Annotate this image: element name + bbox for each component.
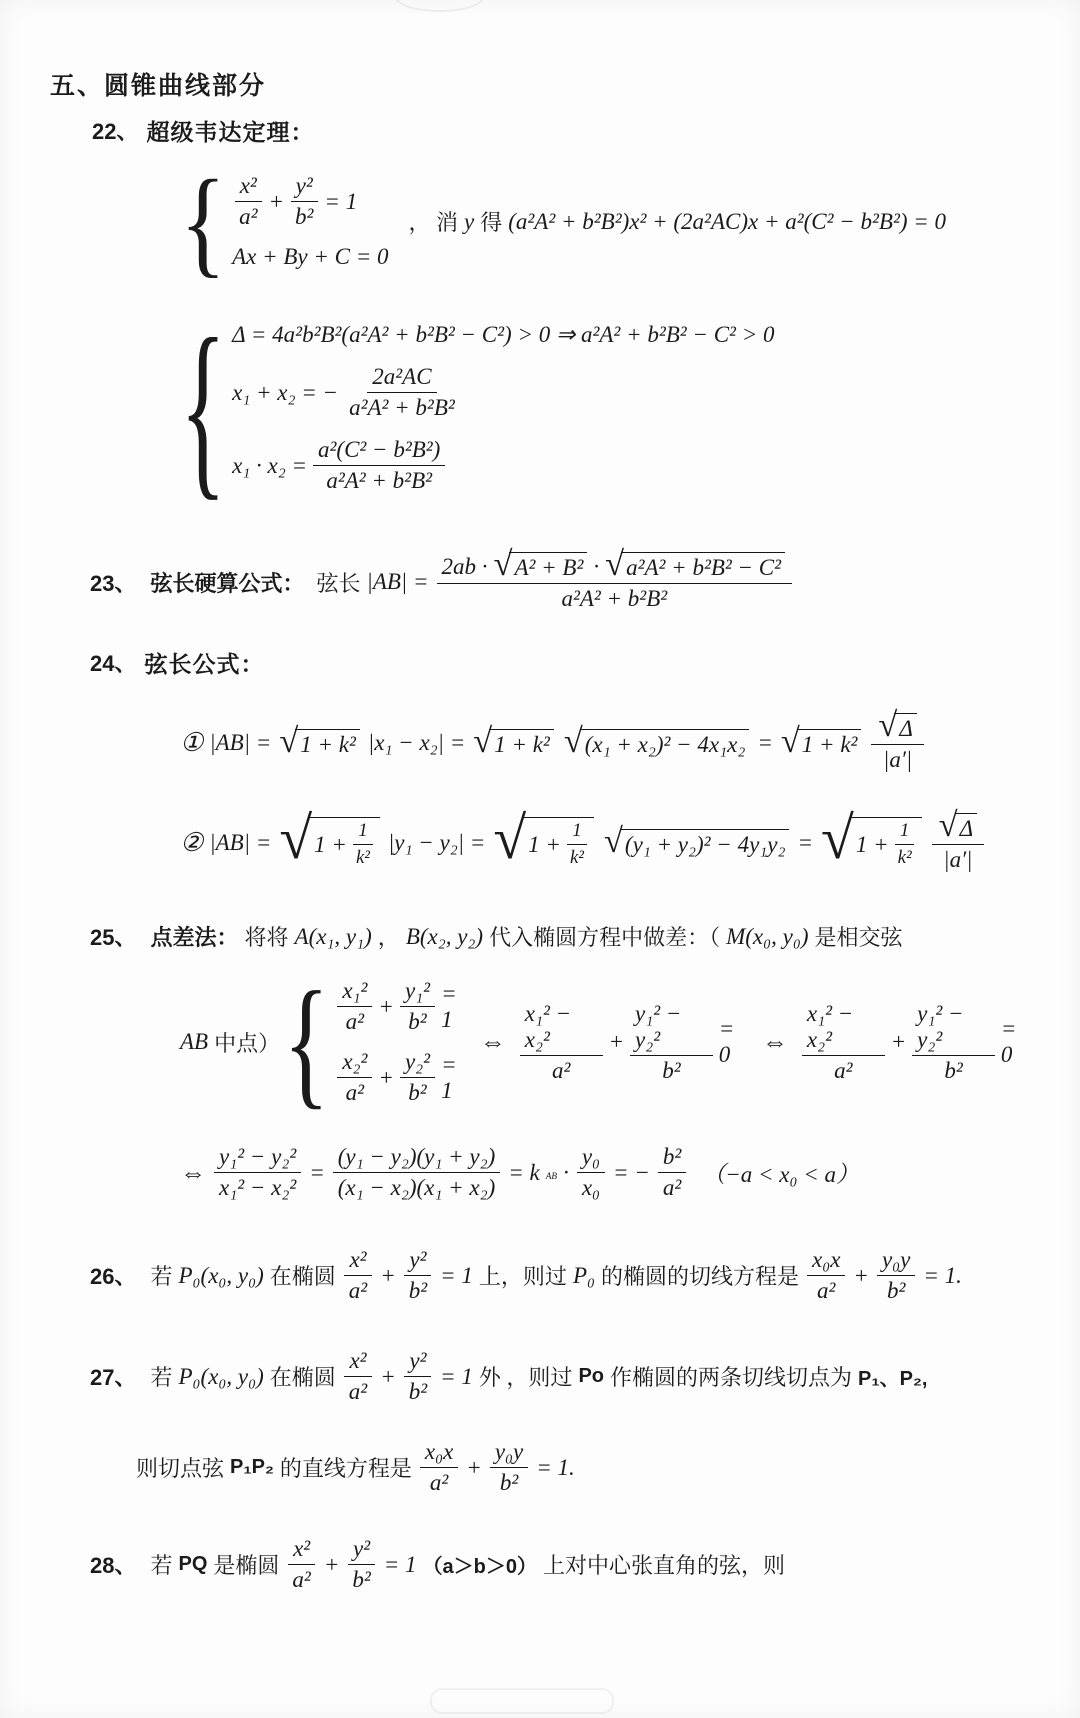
sum-of-roots [232, 364, 774, 421]
item-25-heading [90, 921, 1032, 952]
denominator: x₀ [581, 1175, 601, 1200]
sqrt [603, 821, 790, 860]
denominator: b² [944, 1057, 963, 1083]
numerator: x₂² [337, 1049, 372, 1078]
plus-operator: + [378, 993, 394, 1019]
point1-equation [335, 978, 467, 1035]
left-brace-icon: { [283, 961, 330, 1122]
eliminate-text: ， 消 [408, 210, 459, 235]
left-brace-icon: { [180, 297, 227, 517]
denominator: b² [295, 204, 314, 229]
equals-one: = 1 [324, 188, 358, 214]
denominator: (x₁ − x₂)(x₁ + x₂) [337, 1175, 496, 1200]
text-run: 的椭圆的切线方程是 [600, 1264, 799, 1289]
item-26-number: 26、 [90, 1264, 137, 1289]
equals-one: = 1 [383, 1551, 417, 1577]
fraction [658, 1144, 686, 1201]
range-condition: （−a < x₀ < a） [702, 1162, 860, 1187]
text-run: 若 [150, 1553, 173, 1578]
numerator: x₁² [337, 978, 372, 1007]
item-22-vieta-system [180, 297, 1032, 517]
equals-operator: = [757, 730, 773, 755]
x-difference: |x₁ − x₂| = [367, 730, 466, 755]
numerator: x₁² − x₂² [520, 1001, 603, 1056]
numerator: y₁² [400, 978, 435, 1007]
item-22-title: 超级韦达定理： [146, 120, 315, 145]
equals-one: = 1 [440, 1262, 473, 1288]
equation-cases [232, 173, 388, 270]
sum-lhs: x₁ + x₂ = − [232, 379, 339, 405]
denominator: b² [352, 1567, 371, 1592]
numerator: 1 [353, 820, 372, 845]
fraction [214, 1144, 301, 1201]
sqrt [821, 805, 922, 871]
fraction [337, 978, 372, 1035]
item-27-number: 27、 [90, 1365, 137, 1390]
sqrt [279, 721, 360, 760]
equals-zero: = 0 [1000, 1016, 1017, 1067]
plus-operator: + [323, 1551, 340, 1577]
radicand: 1 + k² [797, 729, 862, 758]
fraction [807, 1247, 845, 1304]
numerator [437, 545, 793, 584]
chord-pq: PQ [178, 1553, 208, 1575]
plus-operator: + [890, 1029, 907, 1054]
fraction [344, 1348, 372, 1405]
radical-sign-icon: √ [473, 721, 493, 760]
k-subscript: AB [545, 1171, 558, 1182]
difference-equation [800, 1001, 1032, 1084]
numerator: y² [404, 1348, 431, 1377]
equation-cases [232, 322, 774, 494]
denominator: b² [408, 1009, 427, 1034]
chord-length-text: 弦长 [316, 570, 361, 596]
numerator: 1 [567, 820, 586, 845]
point-p0: P₀(x₀, y₀) [178, 1363, 264, 1389]
point-p0: P₀ [572, 1262, 595, 1288]
item-24-number: 24、 [90, 651, 137, 676]
ab-label: AB [180, 1029, 209, 1054]
denominator: k² [897, 847, 912, 868]
text-run: 代入椭圆方程中做差：（ [489, 925, 721, 950]
item-28 [90, 1536, 1032, 1593]
section-title: 五、圆锥曲线部分 [50, 73, 267, 100]
text-run: 若 [150, 1365, 173, 1390]
product-of-roots [232, 437, 774, 494]
y-difference: |y₁ − y₂| = [387, 830, 486, 855]
sqrt [279, 805, 380, 871]
point2-equation [335, 1049, 467, 1106]
denominator: a² [348, 1278, 368, 1303]
radical-sign-icon: √ [493, 805, 527, 871]
sqrt [493, 805, 594, 871]
circled-one: ① [180, 728, 204, 757]
radicand: (x₁ + x₂)² − 4x₁x₂ [580, 729, 750, 758]
radical-sign-icon: √ [493, 545, 513, 583]
radical-sign-icon: √ [780, 721, 800, 760]
radical-sign-icon: √ [938, 806, 958, 844]
text-run: 若 [150, 1264, 173, 1289]
equals-one: = 1 [441, 1051, 457, 1103]
denominator: a² [429, 1470, 449, 1495]
fraction [490, 1439, 528, 1496]
fraction [404, 1348, 432, 1405]
plus-operator: + [853, 1262, 869, 1288]
denominator: |a′| [883, 747, 913, 772]
fraction [871, 706, 923, 773]
equals-one: = 1. [923, 1262, 962, 1288]
radicand [851, 817, 922, 869]
one-plus: 1 + [855, 831, 889, 857]
text-run: 上对中心张直角的弦，则 [543, 1553, 786, 1578]
fraction [893, 820, 917, 869]
numerator: y₀y [877, 1247, 915, 1276]
numerator: x² [288, 1536, 315, 1565]
ab-equals: |AB| = [366, 569, 429, 594]
item-25-number: 25、 [90, 925, 137, 950]
fraction [630, 1001, 713, 1084]
text-run: 在椭圆 [269, 1264, 336, 1289]
item-22-heading [92, 114, 1032, 147]
numerator: a²(C² − b²B²) [313, 437, 445, 466]
denominator: a² [662, 1175, 682, 1200]
radicand: a²A² + b²B² − C² [621, 552, 785, 581]
sqrt [878, 706, 916, 744]
radical-sign-icon: √ [878, 706, 898, 744]
numerator: b² [658, 1144, 686, 1173]
ellipse-equation [232, 173, 388, 230]
text-run: 在椭圆 [269, 1365, 336, 1390]
fraction [420, 1439, 458, 1496]
one-plus: 1 + [314, 831, 347, 857]
sqrt [473, 721, 554, 760]
point-m: M(x₀, y₀) [726, 923, 809, 949]
circled-two: ② [180, 828, 204, 857]
midpoint-text: 中点） [214, 1030, 281, 1056]
numerator: y² [291, 173, 318, 202]
denominator: a²A² + b²B² [326, 468, 433, 493]
radicand: 1 + k² [489, 729, 554, 758]
denominator: a² [348, 1379, 368, 1404]
fraction [351, 820, 375, 869]
numerator: x² [344, 1247, 371, 1276]
item-26 [90, 1247, 1032, 1304]
fraction [337, 1049, 372, 1106]
fraction [932, 806, 984, 873]
radical-sign-icon: √ [279, 805, 313, 871]
radical-sign-icon: √ [279, 721, 299, 760]
slope-k: = k [508, 1159, 540, 1185]
item-24-title: 弦长公式： [144, 652, 265, 677]
item-22-number: 22、 [92, 119, 139, 144]
denominator: a²A² + b²B² [561, 586, 668, 611]
sqrt [493, 545, 588, 583]
equals-one: = 1 [440, 1363, 473, 1389]
item-25-system-line [180, 961, 1032, 1122]
denominator: a² [345, 1009, 365, 1034]
numerator: x² [235, 173, 262, 202]
fraction [400, 1049, 435, 1106]
equals-operator: = [309, 1159, 325, 1185]
iff-arrow-icon: ⇔ [180, 1157, 206, 1187]
radicand: (y₁ + y₂)² − 4y₁y₂ [620, 829, 790, 858]
fraction [400, 978, 435, 1035]
fraction [290, 173, 318, 230]
sqrt [605, 545, 785, 583]
variable-y: y [464, 208, 475, 234]
line-equation: Ax + By + C = 0 [232, 244, 389, 269]
radical-sign-icon: √ [821, 805, 854, 871]
item-25-title: 点差法： [150, 925, 239, 950]
plus-operator: + [378, 1064, 394, 1090]
radicand: 1 + k² [295, 729, 360, 758]
item-24-formula-2 [180, 805, 1032, 873]
ab-equals: |AB| = [209, 830, 272, 855]
radicand [523, 817, 594, 869]
points-p1-p2: P₁、P₂, [858, 1368, 928, 1390]
numerator [871, 706, 923, 745]
numerator: (y₁ − y₂)(y₁ + y₂) [333, 1144, 501, 1173]
radical-sign-icon: √ [603, 821, 623, 860]
denominator: a² [551, 1057, 571, 1083]
fraction [877, 1247, 915, 1304]
sqrt [780, 721, 862, 760]
item-27-line-2 [136, 1439, 1032, 1496]
chord-p1p2: P₁P₂ [230, 1456, 274, 1478]
text-run: 的直线方程是 [279, 1456, 412, 1481]
item-27 [90, 1348, 1032, 1405]
point-p0: P₀(x₀, y₀) [178, 1262, 264, 1288]
numerator: 1 [895, 820, 914, 845]
plus-operator: + [380, 1262, 396, 1288]
fraction [234, 173, 262, 230]
text-run: 外 ，则过 [478, 1365, 573, 1390]
numerator: y₀y [490, 1439, 528, 1468]
iff-arrow-icon: ⇔ [479, 1027, 506, 1056]
radicand: A² + B² [509, 552, 587, 581]
numerator: x² [344, 1348, 371, 1377]
item-28-number: 28、 [90, 1553, 137, 1578]
text-run: 上，则过 [478, 1264, 567, 1289]
numerator: x₀x [420, 1439, 458, 1468]
denominator: a² [817, 1278, 836, 1303]
denominator: a² [345, 1080, 365, 1105]
a-gt-b-condition: （a＞b＞0） [422, 1556, 538, 1578]
fraction [344, 364, 460, 421]
numerator: y² [348, 1536, 375, 1565]
fraction [565, 820, 589, 869]
numerator: 2a²AC [367, 364, 436, 393]
fraction [577, 1144, 605, 1201]
point-b: B(x₂, y₂) [405, 923, 484, 949]
item-23-title: 弦长硬算公式： [150, 570, 305, 596]
fraction [912, 1001, 995, 1084]
equals-one: = 1. [536, 1454, 575, 1480]
plus-operator: + [608, 1029, 625, 1054]
sqrt [563, 721, 750, 760]
denominator: b² [662, 1057, 681, 1083]
left-brace-icon: { [180, 154, 227, 288]
denominator: b² [408, 1278, 428, 1303]
numerator: y₁² − y₂² [630, 1001, 713, 1056]
radical-sign-icon: √ [563, 721, 583, 760]
fraction [333, 1144, 501, 1201]
item-24-heading [90, 646, 1032, 679]
plus-operator: + [466, 1454, 482, 1480]
item-22-formula-system [180, 154, 1032, 288]
fraction [347, 1536, 375, 1593]
iff-arrow-icon: ⇔ [761, 1027, 788, 1056]
denominator: x₁² − x₂² [219, 1175, 297, 1200]
denominator: k² [355, 847, 370, 868]
numerator: x₀x [807, 1247, 845, 1276]
plus-operator: + [268, 188, 285, 214]
item-23-number: 23、 [90, 570, 137, 596]
ab-equals: |AB| = [209, 730, 272, 755]
obtain-text: 得 [480, 210, 503, 235]
radicand: Δ [955, 813, 978, 842]
numerator [932, 806, 984, 845]
numerator: y₁² − y₂² [214, 1144, 301, 1173]
equation-cases [335, 978, 467, 1106]
discriminant-condition: Δ = 4a²b²B²(a²A² + b²B² − C²) > 0 ⇒ a²A² + b²B² − C² > 0 [232, 322, 775, 347]
point-a: A(x₁, y₁) [294, 923, 372, 949]
denominator: b² [886, 1278, 906, 1303]
dot-operator: · [563, 1159, 569, 1185]
denominator: a² [292, 1567, 311, 1592]
denominator: b² [408, 1080, 427, 1105]
numerator: x₁² − x₂² [802, 1001, 885, 1056]
denominator: a² [239, 204, 258, 229]
denominator: |a′| [943, 847, 973, 872]
fraction [520, 1001, 603, 1084]
scan-artifact [395, 0, 484, 12]
fraction [344, 1247, 372, 1304]
one-plus: 1 + [528, 831, 561, 857]
equals-operator: = [797, 830, 814, 855]
quadratic-result: (a²A² + b²B²)x² + (2a²AC)x + a²(C² − b²B²) = 0 [508, 208, 947, 234]
difference-equation [518, 1001, 750, 1084]
numerator: y₂² [400, 1049, 435, 1078]
radical-sign-icon: √ [605, 545, 625, 583]
plus-operator: + [380, 1363, 396, 1389]
fraction [802, 1001, 885, 1084]
radicand [309, 817, 380, 869]
radicand: Δ [894, 713, 917, 742]
denominator: b² [499, 1470, 519, 1495]
item-24-formula-1 [180, 706, 1032, 773]
text-run: 是椭圆 [213, 1553, 280, 1578]
equals-minus: = − [613, 1159, 650, 1185]
text-run: ， [377, 925, 400, 950]
numerator: y₁² − y₂² [912, 1001, 995, 1056]
dot-operator: · [593, 553, 600, 579]
denominator: k² [569, 847, 584, 868]
product-lhs: x₁ · x₂ = [232, 452, 308, 478]
item-25-slope-line [180, 1144, 1032, 1201]
equals-one: = 1 [441, 980, 457, 1032]
denominator: b² [408, 1379, 428, 1404]
coefficient: 2ab · [441, 553, 488, 579]
numerator: y² [404, 1247, 431, 1276]
point-po: Po [578, 1365, 604, 1387]
item-23 [90, 545, 1032, 612]
sqrt [938, 806, 977, 844]
fraction [437, 545, 793, 612]
denominator: a² [834, 1057, 853, 1083]
text-run: 则切点弦 [136, 1456, 225, 1481]
fraction [404, 1247, 432, 1304]
text-run: 将将 [244, 925, 289, 950]
text-run: 作椭圆的两条切线切点为 [610, 1365, 853, 1390]
fraction [313, 437, 445, 494]
fraction [287, 1536, 315, 1593]
text-run: 是相交弦 [814, 925, 903, 950]
denominator: a²A² + b²B² [349, 395, 455, 420]
equals-zero: = 0 [718, 1016, 735, 1067]
scan-artifact [430, 1688, 614, 1714]
numerator: y₀ [577, 1144, 605, 1173]
